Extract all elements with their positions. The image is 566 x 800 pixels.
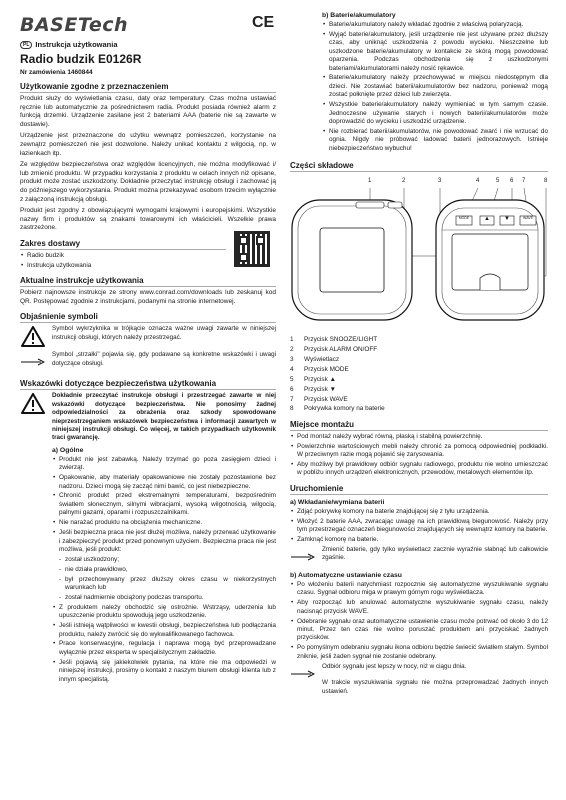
list-item: • Aby rozpocząć lub anulować automatyczne wyszukiwanie sygnału czasu, należy nacisnąć przycisk WAVE.: [290, 599, 548, 616]
arrow-icon: [290, 546, 316, 568]
part-item: 1 Przycisk SNOOZE/LIGHT: [290, 336, 378, 344]
subsection-batteries-insert: a) Wkładanie/wymiana baterii: [290, 498, 385, 506]
clock-diagram: [290, 178, 548, 328]
list-item: • Chronić produkt przed ekstremalnymi temperaturami, bezpośrednim światłem słonecznym, silnymi wibracjami, wysoką wilgotnością, wilgocią, palnymi gazami, oparami i rozpuszczalnikami.: [52, 492, 276, 517]
part-item: 8 Pokrywka komory na baterie: [290, 405, 385, 413]
section-safety: Wskazówki dotyczące bezpieczeństwa użytkowania: [20, 379, 276, 390]
callout-number: 8: [544, 178, 548, 185]
left-column: [20, 40, 276, 686]
list-item: • Włożyć 2 baterie AAA, zwracając uwagę na ich prawidłową biegunowość. Należy przy tym przestrzegać oznaczeń biegunowości znajdujących się wewnątrz komory na baterie.: [290, 518, 548, 535]
list-item: • Pod montaż należy wybrać równą, płaską i stabilną powierzchnię.: [290, 433, 548, 441]
paragraph: Pobierz najnowsze instrukcje ze strony www.conrad.com/downloads lub zeskanuj kod QR. Postępować zgodnie z instrukcjami, podanymi na stronie internetowej.: [20, 289, 276, 305]
list-item: • Nie rozbierać baterii/akumulatorów, nie powodować zwarć i nie wrzucać do ognia. Nigdy nie próbować ładować baterii jednorazowych. Istnieje niebezpieczeństwo wybuchu!: [322, 128, 548, 153]
brand-logo: BASETech: [20, 14, 129, 36]
list-item: • Jeśli bezpieczna praca nie jest dłużej możliwa, należy przerwać użytkowanie i zabezpieczyć produkt przed ponownym użyciem. Bezpieczna praca nie jest możliwa, jeśli produkt:: [52, 529, 276, 554]
safety-intro-row: [20, 392, 276, 442]
list-item: • Nie narażać produktu na obciążenia mechaniczne.: [52, 519, 276, 527]
callout-number: 6: [510, 178, 514, 185]
safety-general: [20, 447, 276, 684]
callout-number: 3: [438, 178, 442, 185]
list-item: • Instrukcja użytkowania: [20, 262, 276, 270]
qr-code: [234, 231, 270, 267]
arrow-icon: [20, 351, 46, 373]
section-parts: Części składowe: [290, 161, 548, 172]
ce-mark: CE: [252, 14, 275, 31]
part-item: 3 Wyświetlacz: [290, 355, 340, 363]
section-startup: Uruchomienie: [290, 484, 548, 495]
list-item: • Powierzchnie wartościowych mebli należy chronić za pomocą odpowiedniej podkładki. W przeciwnym razie mogą pojawić się zarysowania.: [290, 443, 548, 460]
sub-list-item: - został nadmiernie obciążony podczas transportu.: [58, 594, 276, 602]
down-button[interactable]: ▼: [504, 216, 510, 223]
product-title: Radio budzik E0126R: [20, 52, 142, 66]
list-item: • Zamknąć komorę na baterie.: [290, 536, 548, 544]
language-badge: PL: [20, 41, 32, 49]
part-item: 6 Przycisk ▼: [290, 385, 336, 393]
note-text: Odbiór sygnału jest lepszy w nocy, niż w ciągu dnia. W trakcie wyszukiwania sygnału nie można przeprowadzać żadnych innych ustawień.: [322, 662, 548, 695]
instruction-label: Instrukcja użytkowania: [35, 40, 118, 49]
arrow-icon: [290, 663, 316, 685]
paragraph: Urządzenie jest przeznaczone do użytku wewnątrz pomieszczeń, korzystanie na zewnątrz pomieszczeń nie jest dozwolone. Należy unikać kontaktu z wilgocią, np. w łazienkach itp.: [20, 132, 276, 157]
list-item: • Wyjąć baterie/akumulatory, jeśli urządzenie nie jest używane przez dłuższy czas, aby uniknąć uszkodzenia z powodu wycieku. Nieszczelne lub uszkodzone baterie/akumulatory w kontakcie ze skórą mogą powodować oparzenia. Podczas obchodzenia się z uszkodzonymi bateriami/akumulatorami należy nosić rękawice.: [322, 31, 548, 73]
list-item: • Z produktem należy obchodzić się ostrożnie. Wstrząsy, uderzenia lub upuszczenie produktu spowodują jego uszkodzenie.: [52, 604, 276, 621]
note-row: [290, 546, 548, 568]
note-row: [290, 663, 548, 697]
list-item: • Po pomyślnym odebraniu sygnału ikona odbioru będzie świecić światłem stałym. Symbol zniknie, jeśli żaden sygnał nie zostanie odebrany.: [290, 644, 548, 661]
list-item: • Baterie/akumulatory należy przechowywać w miejscu niedostępnym dla dzieci. Nie zostawiać baterii/akumulatorów bez nadzoru, ponieważ mogą zostać połknięte przez dzieci lub zwierzęta.: [322, 74, 548, 99]
sub-list-item: - został uszkodzony;: [58, 556, 276, 564]
part-item: 2 Przycisk ALARM ON/OFF: [290, 346, 378, 353]
list-item: • Odebranie sygnału oraz automatyczne ustawienie czasu może potrwać od około 3 do 12 minut. Przez ten czas nie wolno poruszać produktem ani przyciskać żadnych przycisków.: [290, 618, 548, 643]
paragraph: Produkt służy do wyświetlania czasu, daty oraz temperatury. Czas można ustawiać ręcznie lub automatycznie za pośrednictwem radia. Produkt posiada również alarm z funkcją drzemki. Urządzenie zasilane jest 2 bateriami AAA (baterie nie są zawarte w dostawie).: [20, 95, 276, 128]
list-item: • Prace konserwacyjne, regulacja i naprawa mogą być przeprowadzane wyłącznie przez eksperta w specjalistycznym zakładzie.: [52, 640, 276, 657]
list-item: • Aby możliwy był prawidłowy odbiór sygnału radiowego, produktu nie wolno umieszczać w pobliżu innych urządzeń elektronicznych, przewodów, metalowych elementów itp.: [290, 461, 548, 478]
wave-button[interactable]: WAVE: [523, 216, 533, 221]
subsection-auto-time: b) Automatyczne ustawianie czasu: [290, 572, 402, 579]
warning-text: Symbol wykrzyknika w trójkącie oznacza ważne uwagi zawarte w niniejszej instrukcji obsługi, których należy przestrzegać.: [52, 325, 276, 341]
list-item: • Produkt nie jest zabawką. Należy trzymać go poza zasięgiem dzieci i zwierząt.: [52, 456, 276, 473]
delivery-block: [20, 239, 276, 270]
list-item: • Jeśli istnieją wątpliwości w kwestii obsługi, bezpieczeństwa lub podłączania produktu, należy zwrócić się do wykwalifikowanego fachowca.: [52, 622, 276, 639]
callout-number: 4: [476, 178, 480, 185]
callout-number: 7: [522, 178, 526, 185]
list-item: • Zdjąć pokrywkę komory na baterie znajdującej się z tyłu urządzenia.: [290, 508, 548, 516]
part-item: 5 Przycisk ▲: [290, 375, 336, 383]
section-delivery: Zakres dostawy: [20, 239, 226, 250]
sub-list-item: - nie działa prawidłowo,: [58, 566, 276, 574]
list-item: • Radio budzik: [20, 252, 276, 260]
list-item: • Wszystkie baterie/akumulatory należy wymieniać w tym samym czasie. Jednoczesne używanie starych i nowych baterii/akumulatorów może doprowadzić do wycieku i uszkodzić urządzenie.: [322, 101, 548, 126]
arrow-text: Symbol „strzałki" pojawia się, gdy podawane są konkretne wskazówki i uwagi dotyczące obsługi.: [52, 351, 276, 367]
section-current-instructions: Aktualne instrukcje użytkowania: [20, 276, 276, 287]
section-intended-use: Użytkowanie zgodne z przeznaczeniem: [20, 82, 276, 93]
subsection-batteries: b) Baterie/akumulatory: [322, 12, 396, 19]
safety-intro-text: Dokładnie przeczytać instrukcje obsługi i przestrzegać zawarte w niej wskazówki dotyczące bezpieczeństwa. Nie ponosimy żadnej odpowiedzialności za obrażenia oraz szkody spowodowane nieprzestrzeganiem wskazówek bezpieczeństwa i informacji zawartych w niniejszej instrukcji obsługi. Co więcej, w takich przypadkach użytkownik traci gwarancję.: [52, 392, 276, 442]
note-text: Zmienić baterie, gdy tylko wyświetlacz zacznie wyraźnie słabnąć lub całkowicie zgaśnie.: [322, 546, 548, 562]
order-number: Nr zamówienia 1460844: [20, 69, 93, 76]
section-mounting: Miejsce montażu: [290, 420, 548, 431]
warning-triangle-icon: [20, 392, 46, 414]
batteries-section: [290, 12, 548, 153]
sub-list-item: - był przechowywany przez dłuższy okres czasu w niekorzystnych warunkach lub: [58, 576, 276, 593]
paragraph: Produkt jest zgodny z obowiązującymi wymogami krajowymi i europejskimi. Wszystkie nazwy firm i produktów są znakami towarowymi ich właścicieli. Wszelkie prawa zastrzeżone.: [20, 207, 276, 232]
right-column: [290, 12, 548, 700]
section-symbols: Objaśnienie symboli: [20, 312, 276, 323]
callout-number: 5: [496, 178, 500, 185]
symbol-arrow-row: [20, 351, 276, 373]
up-button[interactable]: ▲: [484, 216, 490, 223]
clock-drawing: [290, 186, 548, 326]
list-item: • Jeśli pojawią się jakiekolwiek pytania, na które nie ma odpowiedzi w niniejszej instrukcji, prosimy o kontakt z naszym biurem obsługi klienta lub z innym specjalistą.: [52, 659, 276, 684]
mode-button[interactable]: MODE: [458, 216, 470, 221]
callout-number: 2: [402, 178, 406, 185]
list-item: • Opakowanie, aby materiały opakowaniowe nie zostały pozostawione bez nadzoru. Dzieci mogą się zacząć nimi bawić, co jest niebezpieczne.: [52, 474, 276, 491]
list-item: • Baterie/akumulatory należy wkładać zgodnie z właściwą polaryzacją.: [322, 21, 548, 29]
paragraph: Ze względów bezpieczeństwa oraz względów licencyjnych, nie można modyfikować i/ lub zmienić produktu. W przypadku korzystania z produktu w celach innych niż opisane, produkt może zostać uszkodzony. Dokładnie przeczytać instrukcję obsługi i zachować ją do późniejszego wykorzystania. Produkt można przekazywać osobom trzecim wyłącznie z załączoną instrukcją obsługi.: [20, 161, 276, 203]
list-item: • Po włożeniu baterii natychmiast rozpocznie się automatyczne wyszukiwanie sygnału czasu. Sygnał odbioru miga w prawym górnym rogu wyświetlacza.: [290, 581, 548, 598]
instruction-header: [20, 40, 276, 49]
subsection-general: a) Ogólne: [52, 446, 84, 454]
part-item: 7 Przycisk WAVE: [290, 395, 348, 403]
parts-list: [290, 336, 548, 414]
callout-number: 1: [368, 178, 372, 185]
warning-triangle-icon: [20, 325, 46, 347]
symbol-warning-row: [20, 325, 276, 347]
part-item: 4 Przycisk MODE: [290, 365, 349, 373]
